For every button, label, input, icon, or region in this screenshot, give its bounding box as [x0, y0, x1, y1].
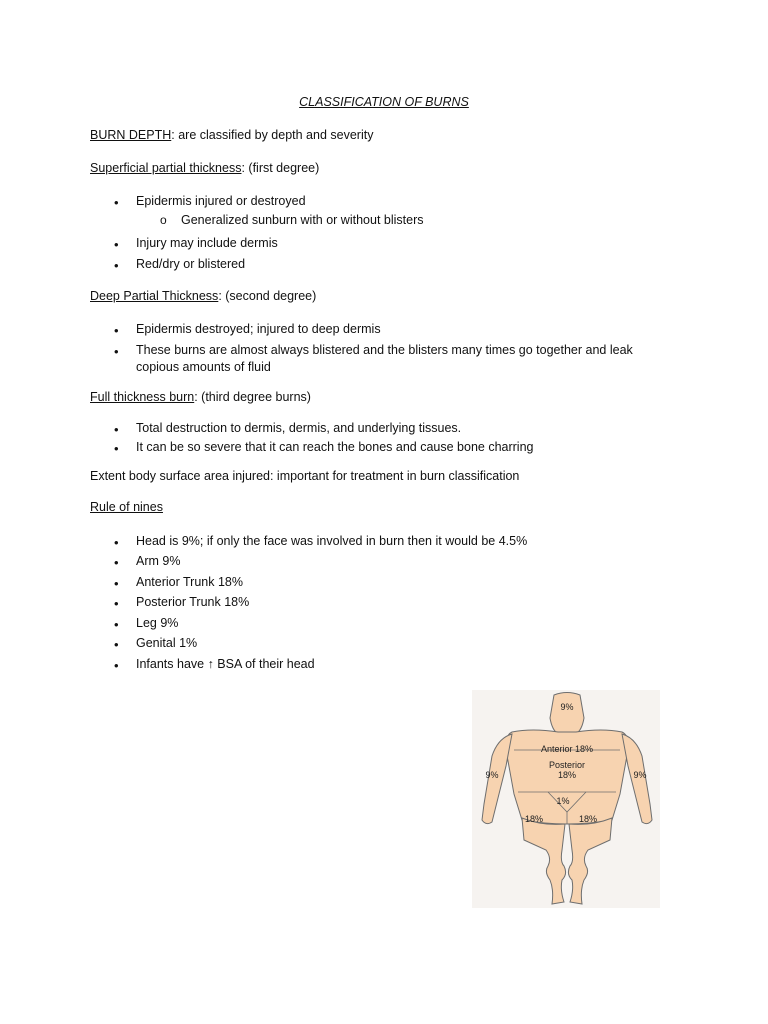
burn-depth-text: : are classified by depth and severity	[171, 128, 374, 142]
bullet: •	[114, 555, 119, 570]
bullet: •	[114, 344, 119, 359]
figure-label-genital: 1%	[556, 796, 570, 806]
list-item: Red/dry or blistered	[136, 257, 246, 271]
bullet: •	[114, 637, 119, 652]
bullet: •	[114, 422, 119, 437]
full-thickness-heading	[90, 390, 311, 404]
full-thickness-text: : (third degree burns)	[194, 390, 311, 404]
list-item: Injury may include dermis	[136, 236, 278, 250]
sub-list-item: Generalized sunburn with or without blisters	[181, 213, 424, 227]
figure-label-posterior: Posterior	[548, 760, 586, 770]
bullet: •	[114, 576, 119, 591]
full-thickness-label: Full thickness burn	[90, 390, 195, 404]
burn-depth-line	[90, 128, 373, 142]
list-item: Epidermis destroyed; injured to deep dermis	[136, 322, 381, 336]
figure-label-left-leg: 18%	[524, 814, 544, 824]
list-item: Total destruction to dermis, dermis, and underlying tissues.	[136, 421, 462, 435]
list-item: It can be so severe that it can reach the bones and cause bone charring	[136, 440, 534, 454]
list-item: Epidermis injured or destroyed	[136, 194, 306, 208]
figure-label-right-arm: 9%	[633, 770, 647, 780]
rule-of-nines-heading	[90, 500, 163, 514]
rule-of-nines-label: Rule of nines	[90, 500, 163, 514]
bullet: •	[114, 323, 119, 338]
deep-partial-text: : (second degree)	[218, 289, 317, 303]
bullet: •	[114, 195, 119, 210]
rule-of-nines-figure	[472, 690, 660, 908]
list-item: Arm 9%	[136, 554, 181, 568]
list-item: Infants have ↑ BSA of their head	[136, 657, 315, 671]
list-item: Genital 1%	[136, 636, 198, 650]
list-item: Posterior Trunk 18%	[136, 595, 250, 609]
superficial-label: Superficial partial thickness	[90, 161, 242, 175]
bullet: •	[114, 237, 119, 252]
figure-label-anterior: Anterior 18%	[540, 744, 594, 754]
figure-label-left-arm: 9%	[485, 770, 499, 780]
burn-depth-label: BURN DEPTH	[90, 128, 172, 142]
deep-partial-heading	[90, 289, 316, 303]
sub-bullet: o	[160, 213, 167, 227]
bullet: •	[114, 535, 119, 550]
bullet: •	[114, 617, 119, 632]
bullet: •	[114, 658, 119, 673]
page-title: CLASSIFICATION OF BURNS	[299, 95, 469, 109]
figure-label-right-leg: 18%	[578, 814, 598, 824]
list-item: Leg 9%	[136, 616, 179, 630]
deep-partial-label: Deep Partial Thickness	[90, 289, 219, 303]
figure-label-posterior-pct: 18%	[557, 770, 577, 780]
superficial-text: : (first degree)	[241, 161, 320, 175]
superficial-heading	[90, 161, 319, 175]
list-item: Head is 9%; if only the face was involved in burn then it would be 4.5%	[136, 534, 528, 548]
bullet: •	[114, 258, 119, 273]
figure-label-head: 9%	[560, 702, 574, 712]
list-item: Anterior Trunk 18%	[136, 575, 243, 589]
bullet: •	[114, 596, 119, 611]
bullet: •	[114, 441, 119, 456]
extent-paragraph: Extent body surface area injured: important for treatment in burn classification	[90, 469, 520, 483]
figure-head	[550, 693, 584, 735]
list-item: These burns are almost always blistered and the blisters many times go together and leak copious amounts of fluid	[136, 343, 633, 374]
